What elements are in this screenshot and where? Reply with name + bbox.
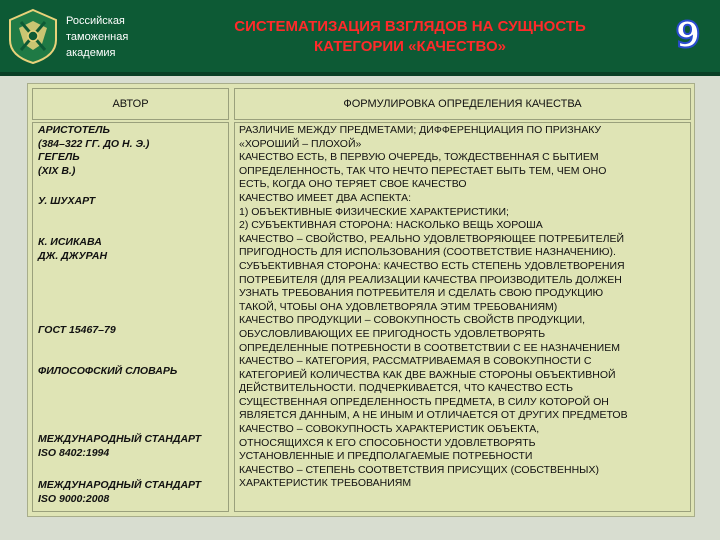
author-iso-8402: МЕЖДУНАРОДНЫЙ СТАНДАРТ ISO 8402:1994: [38, 433, 202, 459]
column-header-author: АВТОР: [32, 88, 229, 120]
definitions-text: РАЗЛИЧИЕ МЕЖДУ ПРЕДМЕТАМИ; ДИФФЕРЕНЦИАЦИЯ ПО ПРИЗНАКУ «ХОРОШИЙ – ПЛОХОЙ» КАЧЕСТВО ЕСТЬ, В ПЕРВУЮ ОЧЕРЕДЬ, ТОЖДЕСТВЕННАЯ С БЫТИЕМ ОПРЕДЕЛЕННОСТЬ, ТАК ЧТО НЕЧТО ПЕРЕСТАЕТ БЫТЬ ТЕМ, ЧЕМ ОНО ЕСТЬ, КОГДА ОНО ТЕРЯЕТ СВОЕ КАЧЕСТВО КАЧЕСТВО ИМЕЕТ ДВА АСПЕКТА: 1) ОБЪЕКТИВНЫЕ ФИЗИЧЕСКИЕ ХАРАКТЕРИСТИКИ; 2) СУБЪЕКТИВНАЯ СТОРОНА: НАСКОЛЬКО ВЕЩЬ ХОРОША КАЧЕСТВО – СВОЙСТВО, РЕАЛЬНО УДОВЛЕТВОРЯЮЩЕЕ ПОТРЕБИТЕЛЕЙ ПРИГОДНОСТЬ ДЛЯ ИСПОЛЬЗОВАНИЯ (СООТВЕТСТВИЕ НАЗНАЧЕНИЮ). СУБЪЕКТИВНАЯ СТОРОНА: КАЧЕСТВО ЕСТЬ СТЕПЕНЬ УДОВЛЕТВОРЕНИЯ ПОТРЕБИТЕЛЯ (ДЛЯ РЕАЛИЗАЦИИ КАЧЕСТВА ПРОИЗВОДИТЕЛЬ ДОЛЖЕН УЗНАТЬ ТРЕБОВАНИЯ ПОТРЕБИТЕЛЯ И СДЕЛАТЬ СВОЮ ПРОДУКЦИЮ ТАКОЙ, ЧТОБЫ ОНА УДОВЛЕТВОРЯЛА ЭТИМ ТРЕБОВАНИЯМ) КАЧЕСТВО ПРОДУКЦИИ – СОВОКУПНОСТЬ СВОЙСТВ ПРОДУКЦИИ, ОБУСЛОВЛИВАЮЩИХ ЕЕ ПРИГОДНОСТЬ УДОВЛЕТВОРЯТЬ ОПРЕДЕЛЕННЫЕ ПОТРЕБНОСТИ В СООТВЕТСТВИИ С ЕЕ НАЗНАЧЕНИЕМ КАЧЕСТВО – КАТЕГОРИЯ, РАССМАТРИВАЕМАЯ В СОВОКУПНОСТИ С КАТЕГОРИЕЙ КОЛИЧЕСТВА КАК ДВЕ ВАЖНЫЕ СТОРОНЫ ОБЪЕКТИВНОЙ ДЕЙСТВИТЕЛЬНОСТИ. ПОДЧЕРКИВАЕТСЯ, ЧТО КАЧЕСТВО ЕСТЬ СУЩЕСТВЕННАЯ ОПРЕДЕЛЕННОСТЬ ПРЕДМЕТА, В СИЛУ КОТОРОЙ ОН ЯВЛЯЕТСЯ ДАННЫМ, А НЕ ИНЫМ И ОТЛИЧАЕТСЯ ОТ ДРУГИХ ПРЕДМЕТОВ КАЧЕСТВО – СОВОКУПНОСТЬ ХАРАКТЕРИСТИК ОБЪЕКТА, ОТНОСЯЩИХСЯ К ЕГО СПОСОБНОСТИ УДОВЛЕТВОРЯТЬ УСТАНОВЛЕННЫЕ И ПРЕДПОЛАГАЕМЫЕ ПОТРЕБНОСТИ КАЧЕСТВО – СТЕПЕНЬ СООТВЕТСТВИЯ ПРИСУЩИХ (СОБСТВЕННЫХ) ХАРАКТЕРИСТИК ТРЕБОВАНИЯМ: [239, 124, 628, 490]
author-iso-9000: МЕЖДУНАРОДНЫЙ СТАНДАРТ ISO 9000:2008: [38, 479, 202, 505]
slide-title-line-1: СИСТЕМАТИЗАЦИЯ ВЗГЛЯДОВ НА СУЩНОСТЬ: [234, 18, 586, 35]
slide-title: [200, 17, 620, 57]
author-shewhart: У. ШУХАРТ: [38, 195, 96, 207]
author-philosophy-dictionary: ФИЛОСОФСКИЙ СЛОВАРЬ: [38, 365, 178, 377]
org-line-1: Российская: [66, 15, 125, 27]
column-header-definition: ФОРМУЛИРОВКА ОПРЕДЕЛЕНИЯ КАЧЕСТВА: [234, 88, 691, 120]
author-gost: ГОСТ 15467–79: [38, 324, 116, 336]
slide-title-line-2: КАТЕГОРИИ «КАЧЕСТВО»: [314, 38, 506, 55]
definition-column: [234, 122, 691, 512]
organization-name: [66, 13, 128, 61]
slide-header: [0, 0, 720, 72]
org-line-3: академия: [66, 47, 116, 59]
header-divider: [0, 72, 720, 76]
academy-emblem-icon: [6, 6, 60, 66]
author-column: [32, 122, 229, 512]
definitions-table: [27, 83, 695, 517]
author-ishikawa-juran: К. ИСИКАВА ДЖ. ДЖУРАН: [38, 236, 108, 262]
author-aristotle-hegel: АРИСТОТЕЛЬ (384–322 ГГ. ДО Н. Э.) ГЕГЕЛЬ (XIX В.): [38, 124, 150, 177]
org-line-2: таможенная: [66, 31, 129, 43]
slide-number: 9: [675, 14, 701, 56]
